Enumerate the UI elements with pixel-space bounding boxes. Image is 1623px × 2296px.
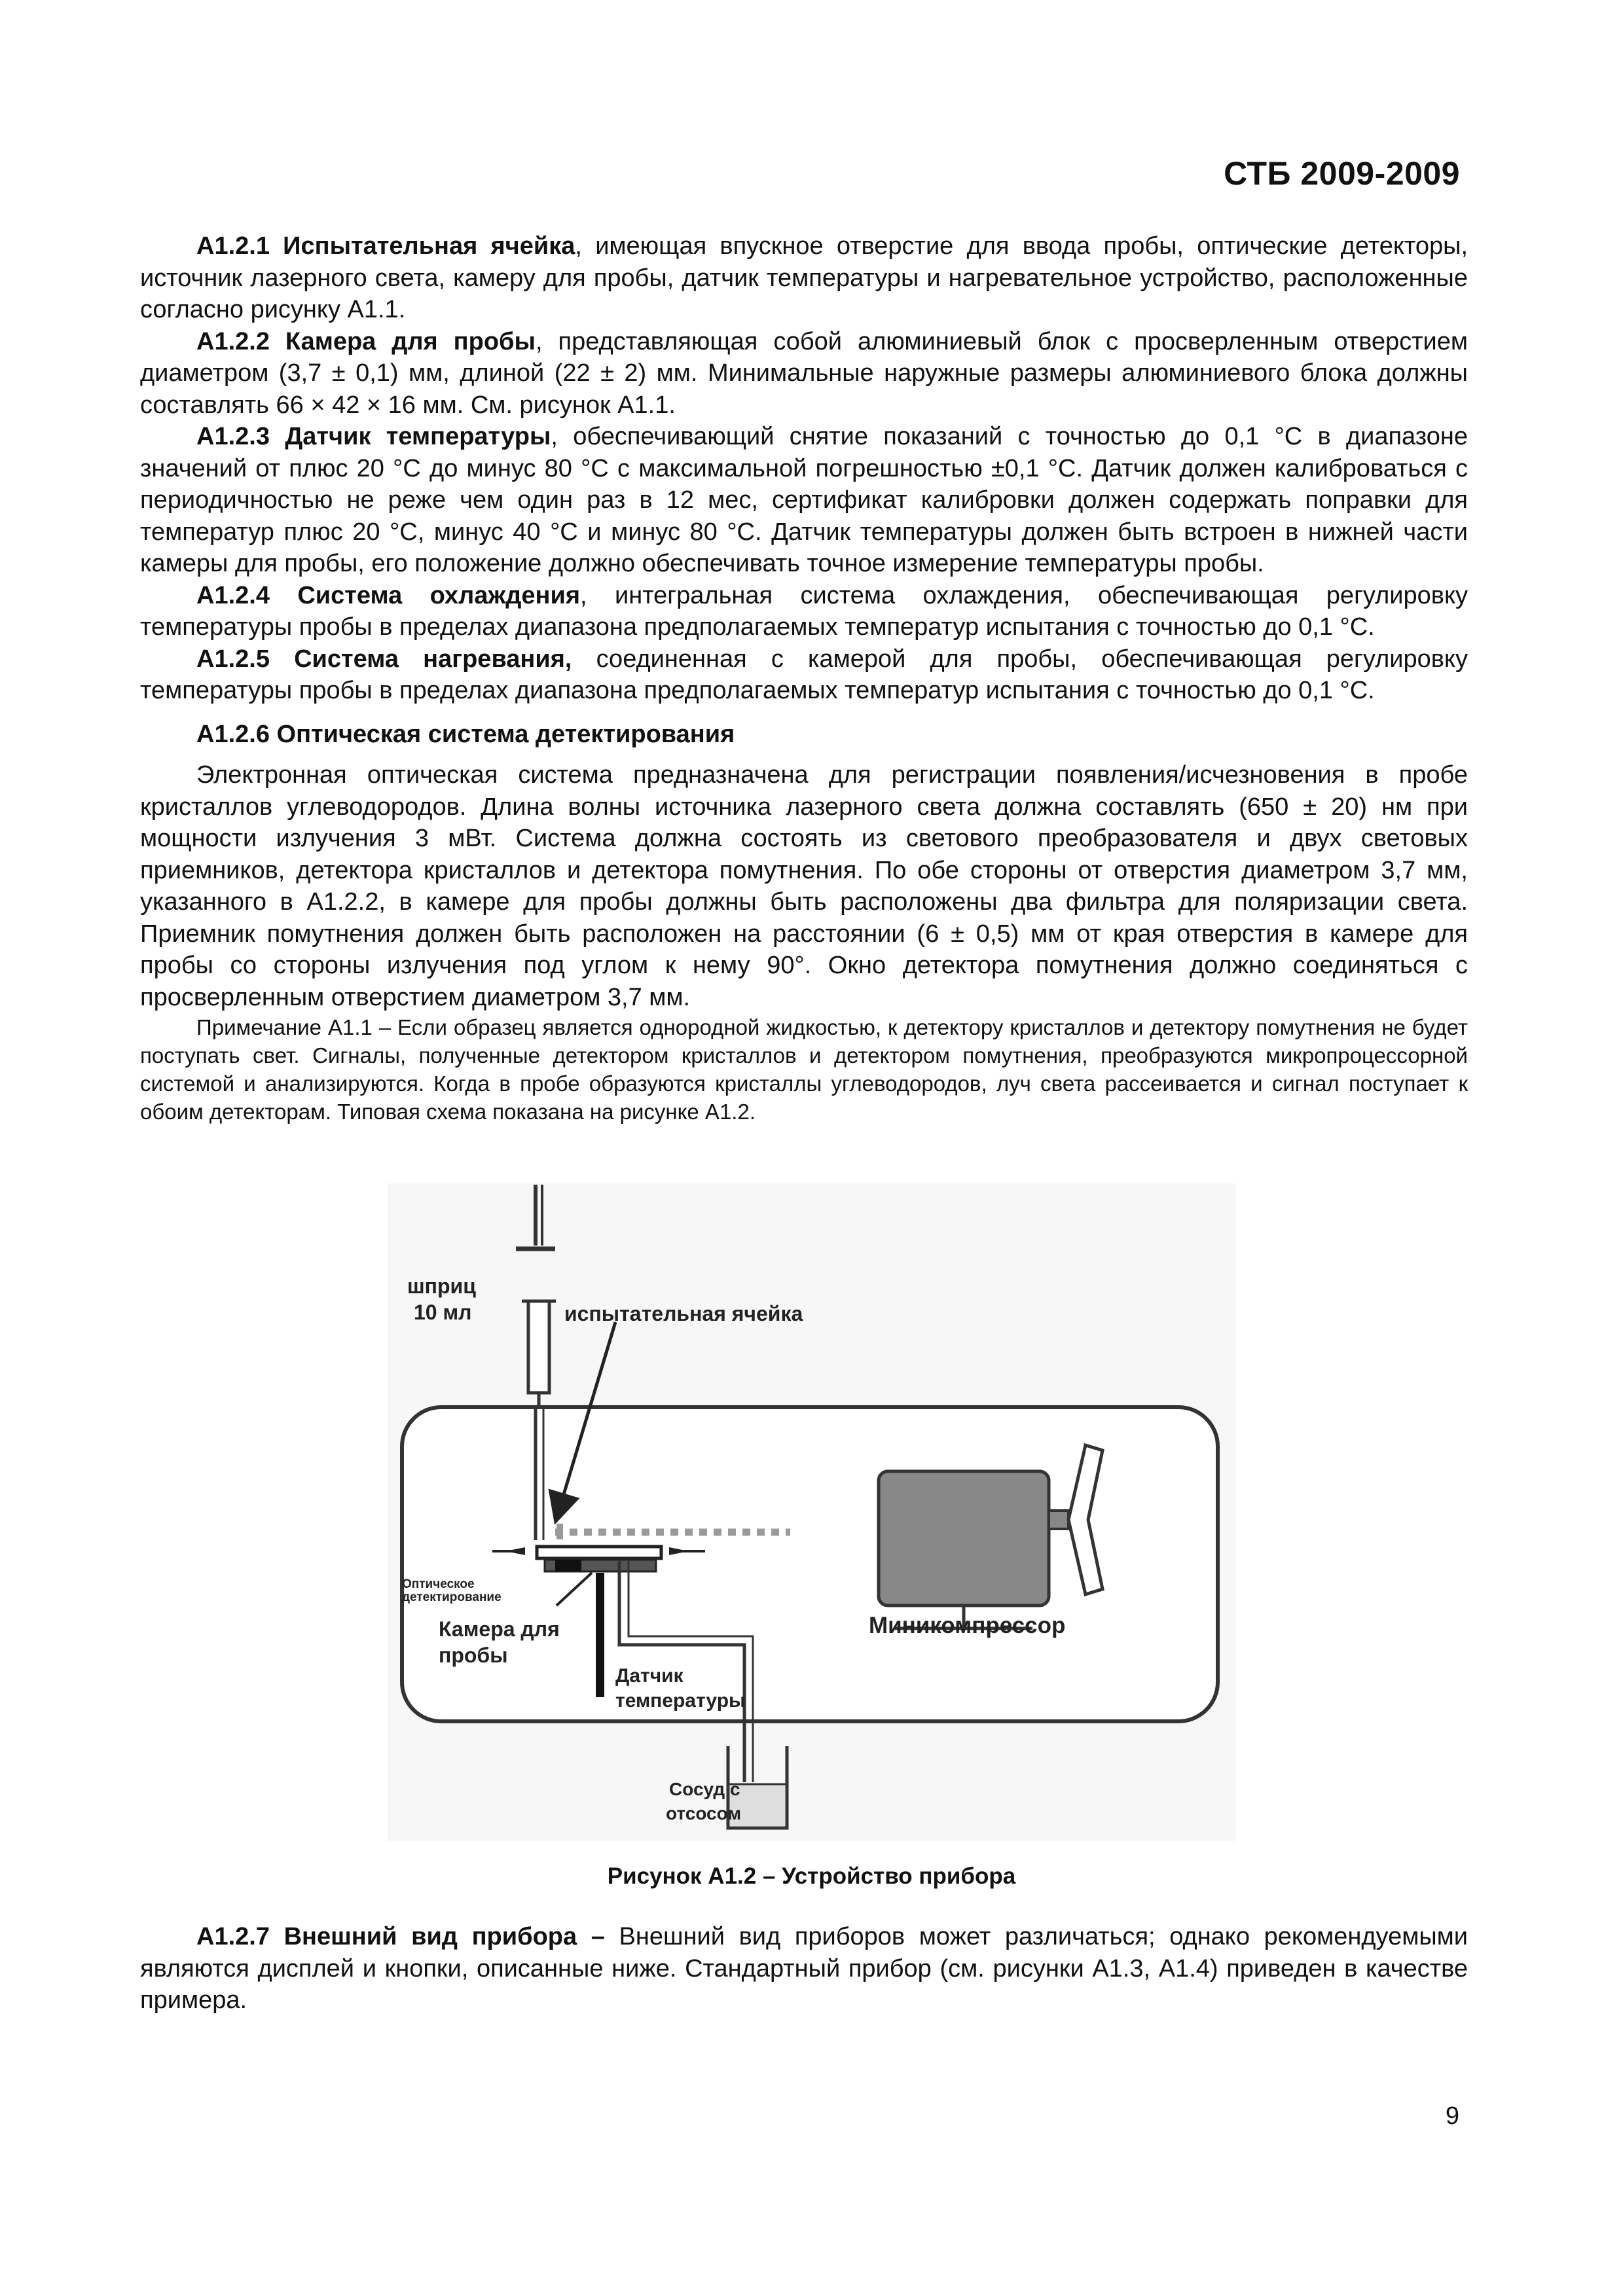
section-heading-a126: А1.2.6 Оптическая система детектирования — [196, 720, 735, 748]
label-vessel: Сосуд с — [669, 1779, 740, 1799]
paragraph-a125 — [140, 643, 1468, 707]
label-chamber: Камера для — [439, 1617, 560, 1641]
section-text: , представляющая собой алюминиевый блок с просверленным отверстием диаметром (3,7 ± 0,1) мм, длиной (22 ± 2) мм. Минимальные наружные размеры алюминиевого блока должны составлять 66 × 42 × 16 мм. См. рисунок А1.1. — [140, 327, 1468, 419]
main-text-continued — [140, 1921, 1468, 2017]
paragraph-a127 — [140, 1921, 1468, 2017]
main-text — [140, 230, 1468, 1126]
section-text: , обеспечивающий снятие показаний с точностью до 0,1 °С в диапазоне значений от плюс 20 °С до минус 80 °С с максимальной погрешностью ±0,1 °С. Датчик должен калиброваться с периодичностью не реже чем один раз в 12 мес, сертификат калибровки должен содержать поправки для температур плюс 20 °С, минус 40 °С и минус 80 °С. Датчик температуры должен быть встроен в нижней части камеры для пробы, его положение должно обеспечивать точное измерение температуры пробы. — [140, 423, 1468, 577]
label-temperature-sensor: Датчик — [615, 1665, 684, 1687]
label-minicompressor: Миникомпрессор — [869, 1613, 1066, 1638]
device-diagram — [388, 1183, 1235, 1841]
section-text: соединенная с камерой для пробы, обеспечивающая регулировку температуры пробы в пределах диапазона предполагаемых температур испытания с точностью до 0,1 °С. — [140, 645, 1468, 704]
label-optical-detection-2: детектирование — [402, 1590, 501, 1604]
section-title: А1.2.1 Испытательная ячейка — [196, 232, 575, 260]
paragraph-a124 — [140, 580, 1468, 643]
label-syringe-volume: 10 мл — [414, 1300, 472, 1324]
section-title: А1.2.3 Датчик температуры — [196, 423, 551, 450]
label-syringe: шприц — [407, 1274, 476, 1298]
paragraph-a122 — [140, 326, 1468, 422]
paragraph-a126: Электронная оптическая система предназначена для регистрации появления/исчезновения в пробе кристаллов углеводородов. Длина волны источника лазерного света должна составлять (650 ± 20) нм при мощности излучения 3 мВт. Система должна состоять из светового преобразователя и двух световых приемников, детектора кристаллов и детектора помутнения. По обе стороны от отверстия диаметром 3,7 мм, указанного в А1.2.2, в камере для пробы должны быть расположены два фильтра для поляризации света. Приемник помутнения должен быть расположен на расстоянии (6 ± 0,5) мм от края отверстия в камере для пробы со стороны излучения под углом к нему 90°. Окно детектора помутнения должно соединяться с просверленным отверстием диаметром 3,7 мм. — [140, 761, 1468, 1011]
section-text: , имеющая впускное отверстие для ввода пробы, оптические детекторы, источник лазерного света, камеру для пробы, датчик температуры и нагревательное устройство, расположенные согласно рисунку А1.1. — [140, 232, 1468, 323]
paragraph-a123 — [140, 421, 1468, 580]
label-chamber-2: пробы — [439, 1643, 508, 1667]
label-optical-detection: Оптическое — [402, 1577, 475, 1591]
document-code: СТБ 2009-2009 — [1224, 155, 1460, 192]
section-title: А1.2.2 Камера для пробы — [196, 327, 536, 355]
section-text: Внешний вид приборов может различаться; однако рекомендуемыми являются дисплей и кнопки, описанные ниже. Стандартный прибор (см. рисунки А1.3, А1.4) приведен в качестве примера. — [140, 1923, 1468, 2014]
section-text: , интегральная система охлаждения, обеспечивающая регулировку температуры пробы в пределах диапазона предполагаемых температур испытания с точностью до 0,1 °С. — [140, 581, 1468, 641]
section-title: А1.2.5 Система нагревания, — [196, 645, 572, 673]
section-title: А1.2.7 Внешний вид прибора – — [196, 1923, 605, 1950]
section-title: А1.2.4 Система охлаждения — [196, 581, 581, 609]
note-a11: Примечание А1.1 – Если образец является однородной жидкостью, к детектору кристаллов и детектору помутнения не будет поступать свет. Сигналы, полученные детектором кристаллов и детектором помутнения, преобразуются микропроцессорной системой и анализируются. Когда в пробе образуются кристаллы углеводородов, луч света рассеивается и сигнал поступает к обоим детекторам. Типовая схема показана на рисунке А1.2. — [140, 1015, 1468, 1124]
page-number: 9 — [1445, 2102, 1459, 2130]
label-test-cell: испытательная ячейка — [564, 1302, 803, 1325]
test-cell — [537, 1547, 661, 1571]
paragraph-a121 — [140, 230, 1468, 326]
label-vessel-2: отсосом — [666, 1803, 742, 1823]
temperature-sensor — [596, 1573, 604, 1697]
label-temperature-sensor-2: температуры — [615, 1690, 746, 1712]
figure-caption: Рисунок А1.2 – Устройство прибора — [607, 1863, 1016, 1889]
